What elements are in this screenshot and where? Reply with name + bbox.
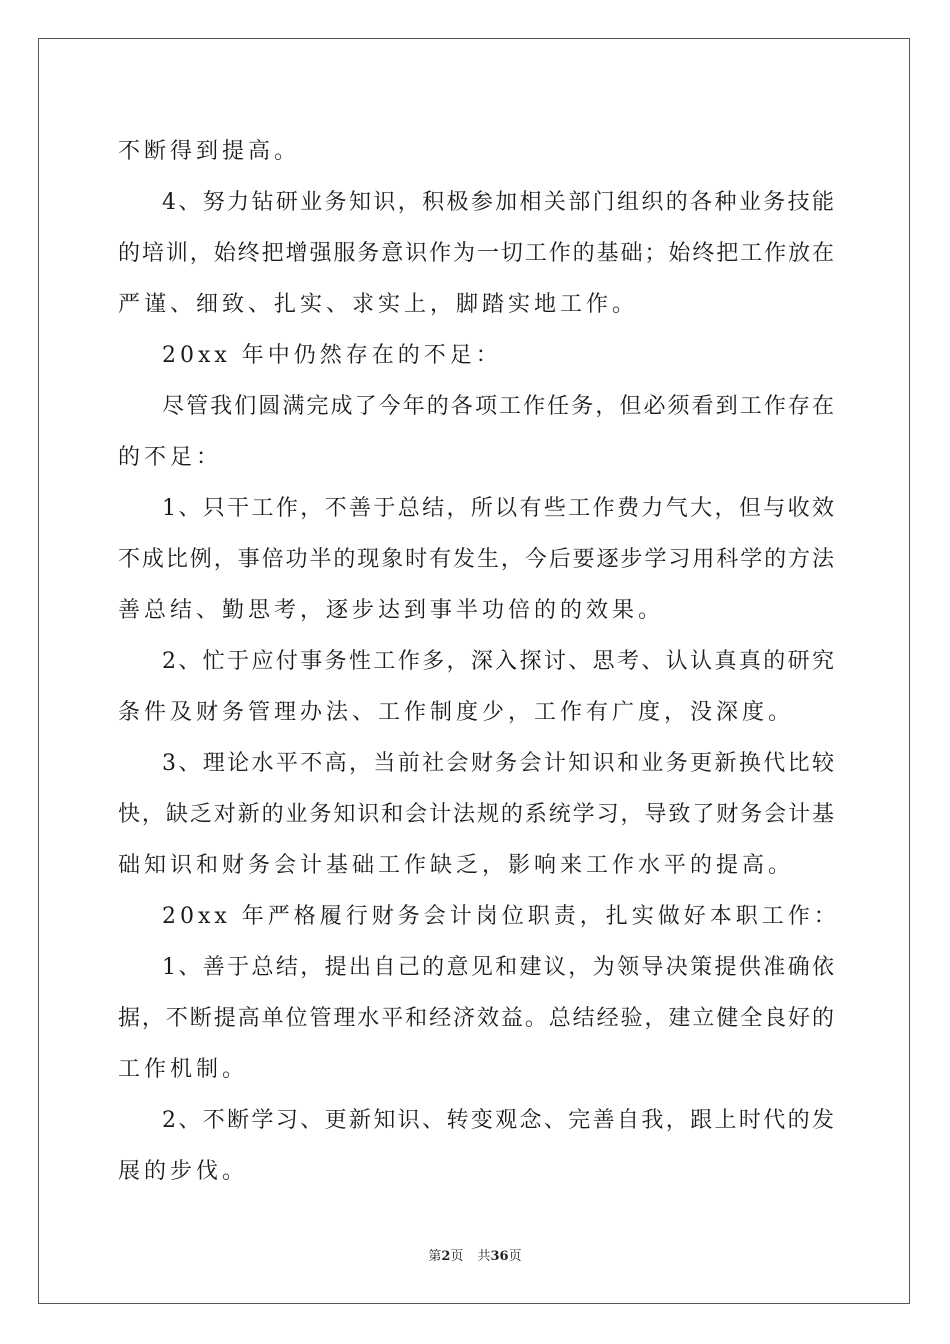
page-prefix: 第 [428, 1249, 442, 1264]
text-line: 条件及财务管理办法、工作制度少，工作有广度，没深度。 [118, 700, 795, 725]
total-prefix: 共 [477, 1249, 491, 1264]
text-line: 4、努力钻研业务知识，积极参加相关部门组织的各种业务技能 [162, 190, 834, 215]
document-body [118, 126, 840, 1197]
total-suffix: 页 [508, 1249, 522, 1264]
text-line: 据，不断提高单位管理水平和经济效益。总结经验，建立健全良好的 [118, 1006, 834, 1031]
text-line: 严谨、细致、扎实、求实上，脚踏实地工作。 [118, 292, 639, 317]
text-line: 快，缺乏对新的业务知识和会计法规的系统学习，导致了财务会计基 [118, 802, 834, 827]
text-line: 不成比例，事倍功半的现象时有发生，今后要逐步学习用科学的方法 [118, 547, 834, 572]
total-pages: 36 [490, 1249, 509, 1264]
section-heading: 20xx 年中仍然存在的不足： [162, 343, 502, 368]
text-line: 3、理论水平不高，当前社会财务会计知识和业务更新换代比较 [162, 751, 834, 776]
text-line: 础知识和财务会计基础工作缺乏，影响来工作水平的提高。 [118, 853, 795, 878]
section-heading: 20xx 年严格履行财务会计岗位职责，扎实做好本职工作： [162, 904, 840, 929]
text-line: 不断得到提高。 [118, 139, 301, 164]
page-suffix: 页 [450, 1249, 464, 1264]
text-line: 展的步伐。 [118, 1159, 249, 1184]
page-footer [0, 1245, 950, 1264]
page-number: 2 [441, 1249, 451, 1264]
text-line: 工作机制。 [118, 1057, 249, 1082]
text-line: 尽管我们圆满完成了今年的各项工作任务，但必须看到工作存在 [162, 394, 834, 419]
text-line: 2、不断学习、更新知识、转变观念、完善自我，跟上时代的发 [162, 1108, 834, 1133]
text-line: 2、忙于应付事务性工作多，深入探讨、思考、认认真真的研究 [162, 649, 834, 674]
text-line: 的培训，始终把增强服务意识作为一切工作的基础；始终把工作放在 [118, 241, 834, 266]
text-line: 1、只干工作，不善于总结，所以有些工作费力气大，但与收效 [162, 496, 834, 521]
text-line: 1、善于总结，提出自己的意见和建议，为领导决策提供准确依 [162, 955, 834, 980]
text-line: 的不足： [118, 445, 223, 470]
text-line: 善总结、勤思考，逐步达到事半功倍的的效果。 [118, 598, 665, 623]
